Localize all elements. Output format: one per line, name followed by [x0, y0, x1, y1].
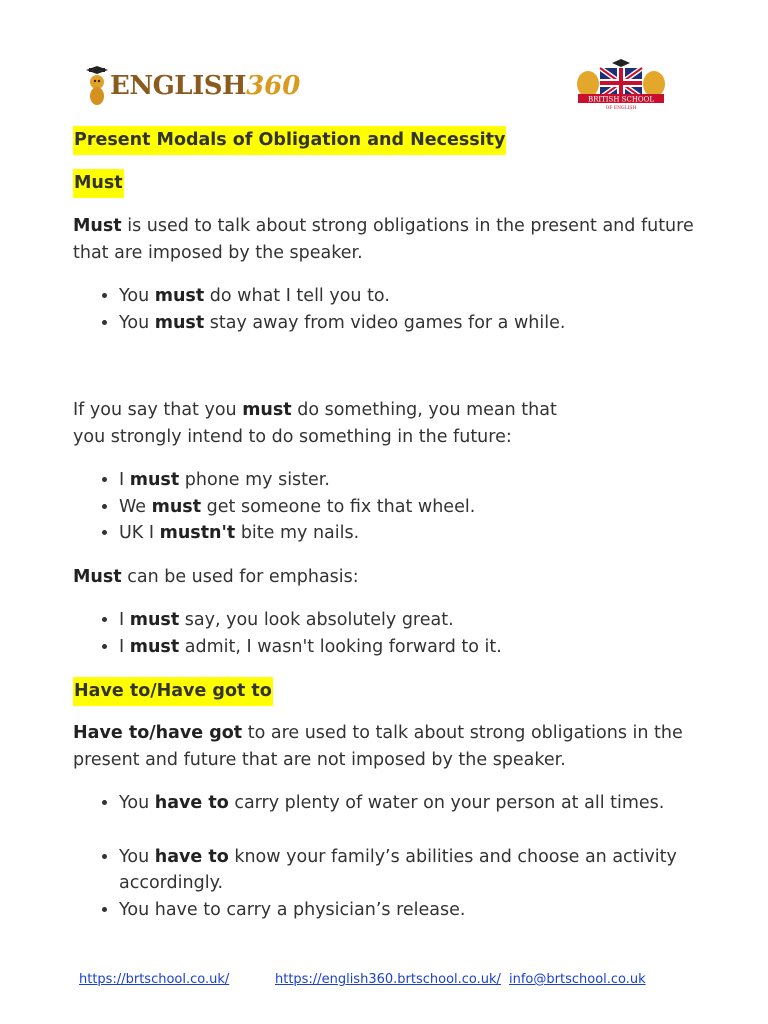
must-emphasis-paragraph — [73, 564, 713, 591]
must-intro-paragraph — [73, 213, 713, 266]
crest-banner-text: BRITISH SCHOOL — [587, 95, 655, 104]
bold-term: Have to/have got — [73, 723, 243, 743]
crest-sub-text: OF ENGLISH — [605, 106, 637, 110]
have-intro-paragraph — [73, 720, 713, 773]
list-item — [119, 283, 713, 310]
bold-term: must — [151, 496, 202, 517]
list-item — [119, 634, 713, 661]
footer-links — [0, 972, 768, 996]
must-intent-paragraph — [73, 397, 713, 450]
english360-logo — [86, 64, 300, 108]
must-examples-list-2 — [73, 467, 713, 547]
document-body — [73, 126, 713, 923]
item-text: bite my nails. — [235, 523, 360, 543]
link-email[interactable]: info@brtschool.co.uk — [509, 972, 646, 987]
lion-mascot-icon — [86, 66, 108, 106]
item-text: You have to carry a physician’s release. — [119, 899, 466, 920]
item-text: We — [119, 496, 152, 517]
bold-term: must — [129, 636, 180, 657]
item-text: stay away from video games for a while. — [204, 312, 566, 333]
have-examples-list — [73, 790, 713, 923]
item-text: do what I tell you to. — [204, 286, 390, 306]
logo-word: ENGLISH — [110, 71, 247, 101]
paragraph-text: to are used to talk about strong obligations in the present and future that are not imposed by the speaker. — [73, 723, 683, 770]
link-english360[interactable]: https://english360.brtschool.co.uk/ — [275, 972, 501, 987]
item-text: admit, I wasn't looking forward to it. — [179, 636, 502, 657]
list-item — [119, 897, 713, 924]
paragraph-text: do something, you mean that — [291, 400, 557, 420]
item-text: say, you look absolutely great. — [179, 610, 454, 630]
page-title: Present Modals of Obligation and Necessity — [73, 126, 506, 155]
item-text: get someone to fix that wheel. — [201, 496, 476, 517]
paragraph-text: can be used for emphasis: — [121, 566, 359, 587]
section-heading-must: Must — [73, 169, 124, 198]
must-heading-row — [73, 169, 713, 195]
title-row — [73, 126, 713, 152]
item-text: phone my sister. — [179, 470, 330, 490]
bold-term: have to — [154, 846, 229, 867]
item-text: I — [119, 636, 130, 657]
bold-term: must — [242, 400, 292, 420]
section-heading-have-to: Have to/Have got to — [73, 677, 273, 706]
item-text: I — [119, 470, 130, 490]
list-item — [119, 790, 713, 817]
bold-term: Must — [73, 216, 122, 236]
paragraph-text: is used to talk about strong obligations in the present and future that are imposed by the speaker. — [73, 216, 694, 263]
bold-term: mustn't — [159, 523, 236, 543]
must-examples-list-1 — [73, 283, 713, 336]
list-item — [119, 607, 713, 634]
list-item — [119, 310, 713, 337]
item-text: You — [119, 793, 155, 813]
bold-term: Must — [73, 566, 122, 587]
list-item — [119, 844, 713, 897]
list-item — [119, 467, 713, 494]
item-text: I — [119, 610, 130, 630]
item-text: You — [119, 846, 155, 867]
bold-term: must — [154, 286, 205, 306]
paragraph-text: If you say that you — [73, 400, 243, 420]
item-text: know your family’s abilities and choose an activity accordingly. — [119, 846, 677, 893]
list-item — [119, 520, 713, 547]
bold-term: must — [129, 610, 180, 630]
british-school-crest-icon — [574, 58, 668, 110]
item-text: carry plenty of water on your person at all times. — [228, 793, 665, 813]
list-item — [119, 494, 713, 521]
bold-term: have to — [154, 793, 229, 813]
link-brtschool[interactable]: https://brtschool.co.uk/ — [79, 972, 230, 987]
have-heading-row — [73, 677, 713, 703]
item-text: You — [119, 286, 155, 306]
item-text: You — [119, 312, 155, 333]
item-text: UK I — [119, 523, 160, 543]
bold-term: must — [154, 312, 205, 333]
must-examples-list-3 — [73, 607, 713, 660]
paragraph-text: you strongly intend to do something in the future: — [73, 426, 512, 447]
bold-term: must — [129, 470, 180, 490]
logo-number: 360 — [246, 71, 301, 101]
